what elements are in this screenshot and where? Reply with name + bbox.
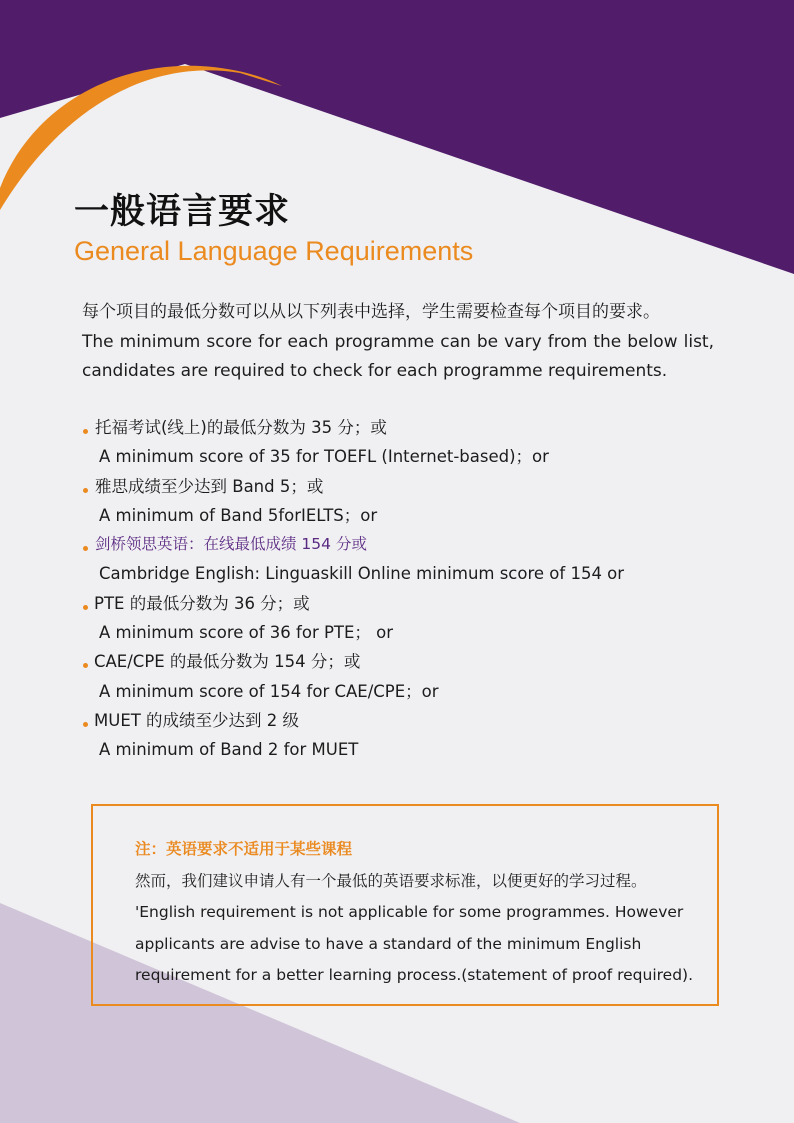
- bullet-dot-icon: [83, 488, 88, 493]
- note-english-line: requirement for a better learning process.(statement of proof required).: [135, 966, 694, 984]
- note-box: [91, 804, 719, 1006]
- requirement-pte: [80, 589, 624, 648]
- requirement-linguaskill: [80, 530, 624, 589]
- requirement-chinese: 剑桥领思英语：在线最低成绩 154 分或: [95, 535, 367, 554]
- requirement-toefl: [80, 413, 624, 472]
- note-english-line: 'English requirement is not applicable for some programmes. However: [135, 903, 684, 921]
- requirement-chinese: MUET 的成绩至少达到 2 级: [94, 710, 300, 730]
- requirement-english: Cambridge English: Linguaskill Online minimum score of 154 or: [99, 564, 625, 584]
- requirement-chinese: CAE/CPE 的最低分数为 154 分；或: [94, 652, 361, 672]
- intro-paragraph: [82, 298, 714, 387]
- requirement-chinese: PTE 的最低分数为 36 分；或: [94, 593, 310, 613]
- note-english-line: applicants are advise to have a standard of the minimum English: [135, 934, 642, 953]
- requirement-english: A minimum score of 36 for PTE； or: [99, 623, 394, 643]
- requirement-chinese: 托福考试(线上)的最低分数为 35 分；或: [95, 418, 387, 437]
- requirement-chinese: 雅思成绩至少达到 Band 5；或: [95, 476, 324, 496]
- note-chinese: 然而，我们建议申请人有一个最低的英语要求标准，以便更好的学习过程。: [135, 871, 647, 890]
- requirement-english: A minimum of Band 5forIELTS；or: [99, 505, 378, 525]
- page-title-english: General Language Requirements: [74, 236, 474, 266]
- requirement-cae-cpe: [80, 647, 624, 706]
- page-title-chinese: 一般语言要求: [74, 192, 291, 232]
- note-title: 注：英语要求不适用于某些课程: [135, 840, 353, 858]
- bullet-dot-icon: [83, 663, 88, 668]
- bullet-dot-icon: [83, 722, 88, 727]
- bullet-dot-icon: [83, 605, 88, 610]
- requirement-english: A minimum score of 154 for CAE/CPE；or: [99, 681, 439, 701]
- requirement-ielts: [80, 472, 624, 531]
- requirement-english: A minimum score of 35 for TOEFL (Internet-based)；or: [99, 447, 549, 467]
- requirement-muet: [80, 706, 624, 765]
- requirements-list: [80, 413, 624, 765]
- intro-chinese: 每个项目的最低分数可以从以下列表中选择，学生需要检查每个项目的要求。: [82, 302, 660, 322]
- requirement-english: A minimum of Band 2 for MUET: [99, 740, 359, 760]
- bullet-dot-icon: [83, 546, 88, 551]
- intro-english: The minimum score for each programme can be vary from the below list, candidates are required to check for each programme requirements.: [82, 331, 714, 381]
- bullet-dot-icon: [83, 429, 88, 434]
